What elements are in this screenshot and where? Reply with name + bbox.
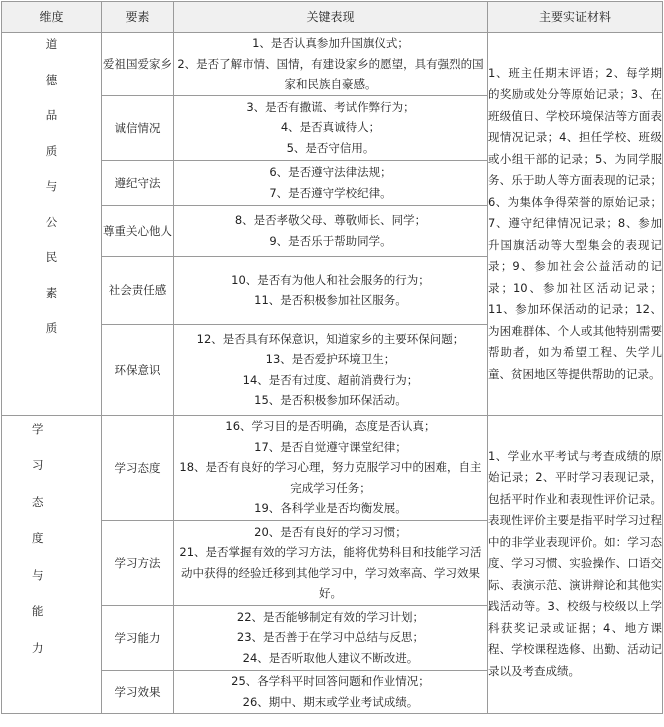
dimension-char: 民	[45, 250, 58, 264]
performance-line: 10、是否有为他人和社会服务的行为；	[231, 272, 430, 287]
header-performance: 关键表现	[174, 2, 488, 33]
dimension-char: 德	[45, 72, 58, 87]
dimension-char: 道	[45, 37, 58, 51]
performance-cell	[174, 205, 488, 256]
performance-line: 23、是否善于在学习中总结与反思；	[236, 630, 425, 645]
performance-line: 24、是否听取他人建议不断改进。	[242, 650, 419, 665]
element-cell: 学习效果	[102, 670, 174, 713]
dimension-char: 公	[45, 214, 58, 229]
dimension-char: 品	[45, 108, 58, 122]
performance-line: 15、是否积极参加环保活动。	[254, 393, 407, 407]
table-row	[2, 33, 663, 96]
evaluation-table	[1, 1, 663, 714]
dimension-char: 质	[45, 143, 58, 158]
performance-line: 26、期中、期末或学业考试成绩。	[242, 694, 419, 709]
header-element: 要素	[102, 2, 174, 33]
dimension-char: 能	[32, 604, 44, 618]
element-cell: 学习态度	[102, 415, 174, 520]
dimension-study	[2, 415, 102, 713]
header-materials: 主要实证材料	[488, 2, 663, 33]
performance-line: 4、是否真诚待人；	[280, 120, 381, 135]
dimension-char: 学	[32, 421, 44, 436]
performance-cell	[174, 95, 488, 160]
performance-line: 14、是否有过度、超前消费行为；	[242, 372, 419, 387]
element-cell: 爱祖国爱家乡	[102, 33, 174, 96]
performance-line: 3、是否有撒谎、考试作弊行为；	[246, 99, 415, 114]
performance-cell	[174, 520, 488, 605]
performance-line: 12、是否具有环保意识，知道家乡的主要环保问题；	[196, 331, 465, 346]
performance-line: 1、是否认真参加升国旗仪式；	[252, 36, 409, 50]
performance-line: 13、是否爱护环境卫生；	[265, 352, 396, 366]
dimension-char: 度	[32, 531, 44, 545]
performance-line: 21、是否掌握有效的学习方法，能将优势科目和技能学习活动中获得的经验迁移到其他学习中，学习效率高、学习效果好。	[179, 545, 482, 600]
element-cell: 诚信情况	[102, 95, 174, 160]
performance-cell	[174, 160, 488, 205]
dimension-moral	[2, 33, 102, 416]
performance-cell	[174, 324, 488, 415]
header-dimension: 维度	[2, 2, 102, 33]
dimension-char: 与	[32, 567, 44, 582]
performance-line: 9、是否乐于帮助同学。	[269, 233, 392, 248]
element-cell: 遵纪守法	[102, 160, 174, 205]
materials-moral: 1、班主任期末评语；2、每学期的奖励或处分等原始记录；3、在班级值日、学校环境保洁等方面表现情况记录；4、担任学校、班级或小组干部的记录；5、为同学服务、乐于助人等方面表现的记录；6、为集体争得荣誉的原始记录；7、遵守纪律情况记录；8、参加升国旗活动等大型集会的表现记录；9、参加社会公益活动的记录；10、参加社区活动记录；11、参加环保活动的记录；12、为困难群体、个人或其他特别需要帮助者，如为希望工程、失学儿童、贫困地区等提供帮助的记录。	[488, 33, 663, 416]
dimension-char: 与	[45, 179, 58, 193]
performance-cell	[174, 256, 488, 324]
performance-line: 5、是否守信用。	[286, 140, 375, 155]
header-row	[2, 2, 663, 33]
element-cell: 学习方法	[102, 520, 174, 605]
performance-line: 17、是否自觉遵守课堂纪律；	[254, 439, 407, 454]
dimension-char: 习	[32, 458, 44, 472]
dimension-char: 质	[45, 321, 58, 335]
performance-line: 7、是否遵守学校纪律。	[269, 185, 392, 200]
performance-cell	[174, 605, 488, 670]
performance-line: 11、是否积极参加社区服务。	[254, 293, 407, 307]
dimension-char: 力	[32, 640, 44, 655]
performance-cell	[174, 415, 488, 520]
dimension-char: 态	[32, 494, 44, 509]
element-cell: 环保意识	[102, 324, 174, 415]
performance-line: 25、各学科平时回答问题和作业情况；	[231, 674, 430, 688]
performance-cell	[174, 670, 488, 713]
element-cell: 尊重关心他人	[102, 205, 174, 256]
element-cell: 社会责任感	[102, 256, 174, 324]
element-cell: 学习能力	[102, 605, 174, 670]
performance-line: 22、是否能够制定有效的学习计划；	[236, 609, 425, 624]
table-row	[2, 415, 663, 520]
performance-line: 8、是否孝敬父母、尊敬师长、同学；	[234, 213, 427, 227]
performance-line: 18、是否有良好的学习心理，努力克服学习中的困难，自主完成学习任务；	[179, 460, 482, 495]
materials-study: 1、学业水平考试与考查成绩的原始记录；2、平时学习表现记录，包括平时作业和表现性评价记录。表现性评价主要是指平时学习过程中的非学业表现评价。如：学习态度、学习习惯、实验操作、口语交际、表演示范、演讲辩论和其他实践活动等。3、校级与校级以上学科获奖记录或证据；4、地方课程、学校课程选修、出勤、活动记录以及考查成绩。	[488, 415, 663, 713]
performance-cell	[174, 33, 488, 96]
performance-line: 2、是否了解市情、国情，有建设家乡的愿望，具有强烈的国家和民族自豪感。	[177, 56, 484, 91]
performance-line: 6、是否遵守法律法规；	[269, 165, 392, 179]
dimension-char: 素	[45, 285, 58, 300]
performance-line: 20、是否有良好的学习习惯；	[254, 524, 407, 539]
performance-line: 16、学习目的是否明确，态度是否认真；	[225, 419, 436, 434]
performance-line: 19、各科学业是否均衡发展。	[254, 501, 407, 516]
